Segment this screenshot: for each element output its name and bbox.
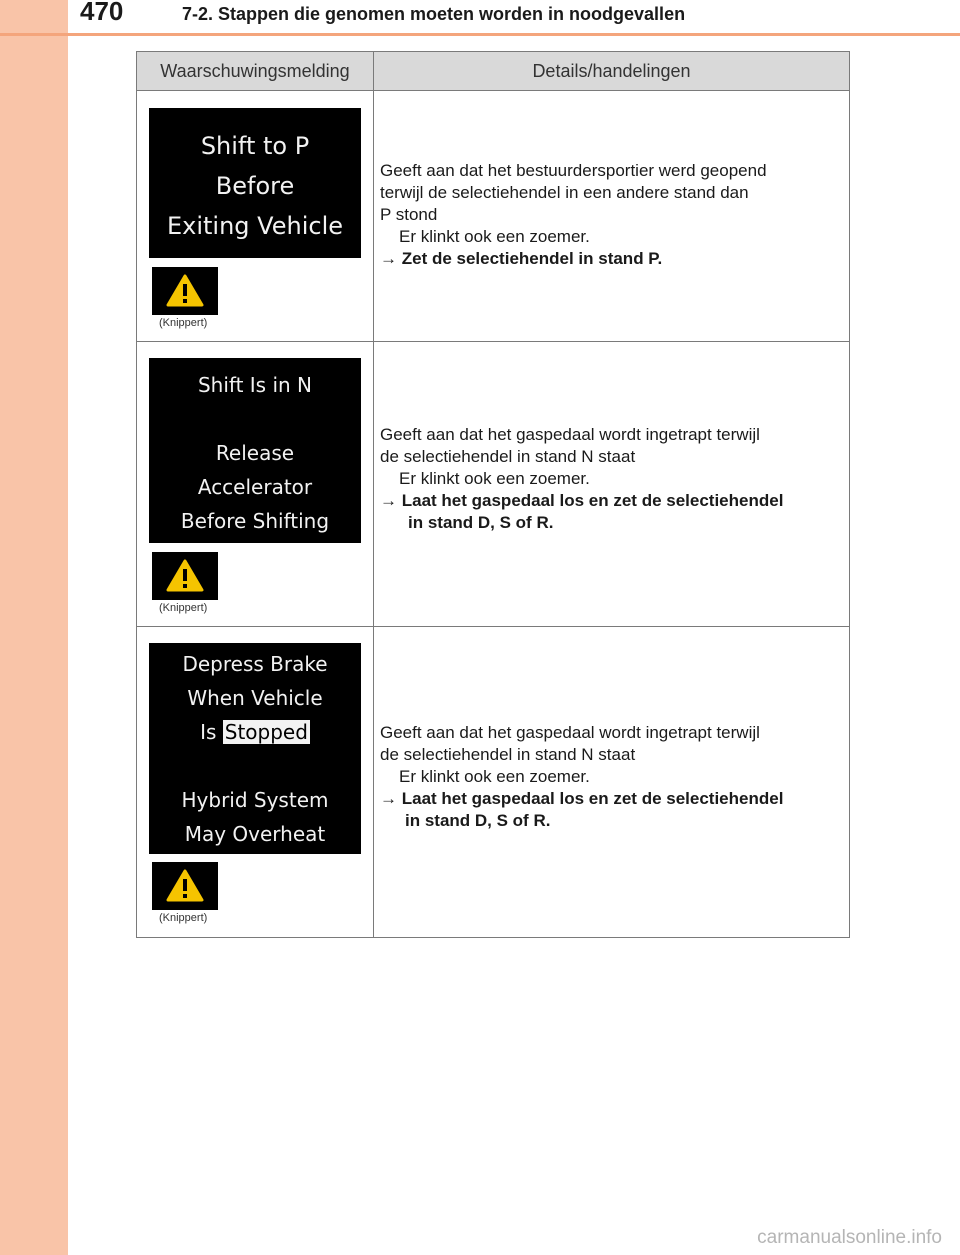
buzzer-note: Er klinkt ook een zoemer.	[399, 767, 590, 786]
highlighted-word: Stopped	[224, 720, 308, 744]
blink-label: (Knippert)	[159, 912, 208, 924]
warning-light	[152, 552, 218, 600]
details-cell	[374, 342, 850, 627]
table-row	[137, 627, 850, 938]
details-text: de selectiehendel in stand N staat	[380, 745, 636, 764]
column-header-warning: Waarschuwingsmelding	[137, 52, 374, 91]
action-text	[380, 490, 843, 512]
action-text	[380, 788, 843, 810]
warning-light	[152, 267, 218, 315]
screen-line: Shift to P	[200, 132, 310, 160]
buzzer-note: Er klinkt ook een zoemer.	[399, 469, 590, 488]
action-text	[380, 248, 843, 270]
action-continuation: in stand D, S of R.	[405, 811, 551, 830]
action-label: Laat het gaspedaal los en zet de selectiehendel	[401, 491, 784, 510]
display-screen	[149, 358, 361, 543]
table-row	[137, 342, 850, 627]
details-text: P stond	[380, 205, 438, 224]
details-cell	[374, 627, 850, 938]
display-screen	[149, 643, 361, 854]
screen-line: Before	[215, 172, 295, 200]
details-text: Geeft aan dat het gaspedaal wordt ingetrapt terwijl	[380, 425, 760, 444]
warning-triangle-icon	[166, 559, 204, 593]
column-header-details: Details/handelingen	[374, 52, 850, 91]
screen-word: Is	[200, 720, 217, 744]
warning-messages-table	[136, 51, 850, 938]
header-rule	[0, 33, 960, 36]
action-label: Zet de selectiehendel in stand P.	[401, 249, 663, 268]
buzzer-note: Er klinkt ook een zoemer.	[399, 227, 590, 246]
warning-cell	[137, 627, 374, 938]
details-text: de selectiehendel in stand N staat	[380, 447, 636, 466]
display-screen	[149, 108, 361, 258]
warning-cell	[137, 342, 374, 627]
table-row	[137, 91, 850, 342]
screen-line: Shift Is in N	[197, 373, 313, 397]
table-header-row	[137, 52, 850, 91]
warning-cell	[137, 91, 374, 342]
warning-light	[152, 862, 218, 910]
arrow-icon: →	[380, 789, 397, 808]
arrow-icon: →	[380, 249, 397, 268]
arrow-icon: →	[380, 491, 397, 510]
details-text: Geeft aan dat het gaspedaal wordt ingetrapt terwijl	[380, 723, 760, 742]
screen-line: Exiting Vehicle	[166, 212, 343, 240]
screen-line: Hybrid System	[181, 788, 329, 812]
side-bar	[0, 0, 68, 1255]
action-label: Laat het gaspedaal los en zet de selectiehendel	[401, 789, 784, 808]
page-number: 470	[80, 0, 124, 26]
screen-line: Release	[215, 441, 295, 465]
screen-line: When Vehicle	[187, 686, 323, 710]
blink-label: (Knippert)	[159, 317, 208, 329]
section-title: 7-2. Stappen die genomen moeten worden in noodgevallen	[182, 4, 686, 24]
screen-line: Before Shifting	[180, 509, 330, 533]
blink-label: (Knippert)	[159, 602, 208, 614]
warning-triangle-icon	[166, 869, 204, 903]
screen-line: Accelerator	[197, 475, 313, 499]
screen-line: Depress Brake	[182, 652, 328, 676]
footer-watermark: carmanualsonline.info	[757, 1227, 942, 1248]
screen-line: May Overheat	[184, 822, 326, 846]
details-text: Geeft aan dat het bestuurdersportier werd geopend	[380, 161, 767, 180]
details-text: terwijl de selectiehendel in een andere stand dan	[380, 183, 749, 202]
warning-triangle-icon	[166, 274, 204, 308]
screen-line	[149, 715, 361, 749]
details-cell	[374, 91, 850, 342]
action-continuation: in stand D, S of R.	[408, 513, 554, 532]
